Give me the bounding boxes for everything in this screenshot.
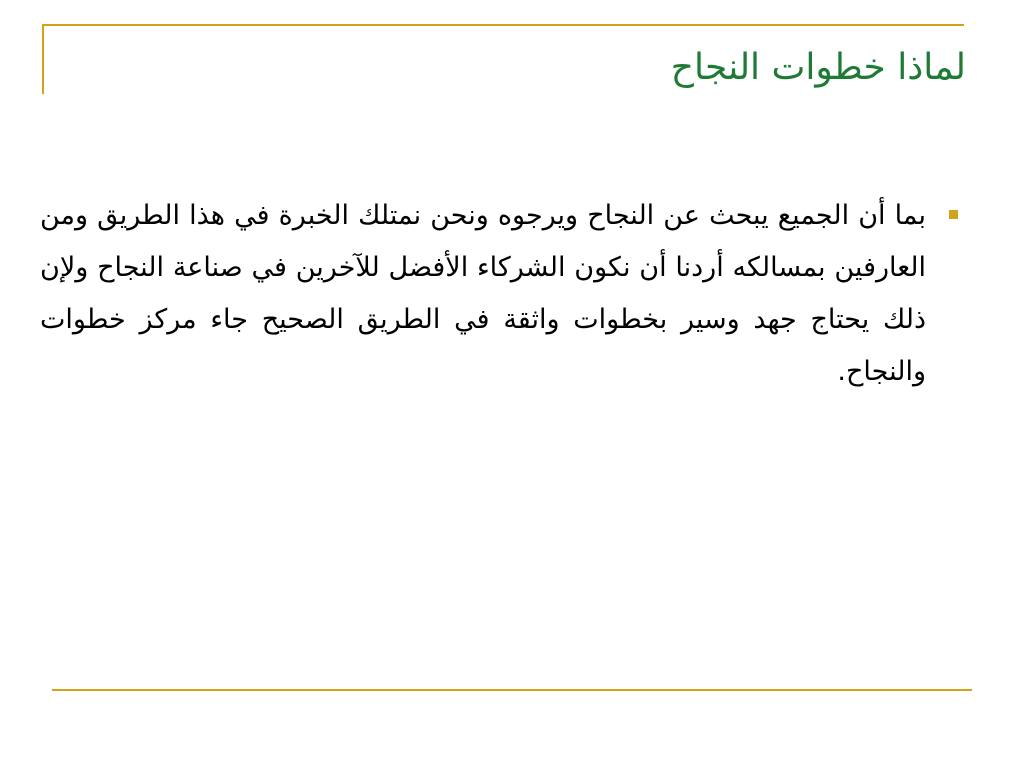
bottom-border-line	[52, 689, 972, 691]
slide-title: لماذا خطوات النجاح	[670, 47, 966, 88]
bullet-item	[40, 190, 970, 398]
left-border-line	[42, 24, 44, 94]
bullet-text: بما أن الجميع يبحث عن النجاح ويرجوه ونحن نمتلك الخبرة في هذا الطريق ومن العارفين بمسالكه أردنا أن نكون الشركاء الأفضل للآخرين في صناعة النجاح ولإن ذلك يحتاج جهد وسير بخطوات واثقة في الطريق الصحيح جاء مركز خطوات والنجاح.	[40, 200, 926, 387]
slide-content	[40, 190, 970, 398]
square-bullet-icon	[949, 210, 958, 219]
top-border-line	[42, 24, 964, 26]
